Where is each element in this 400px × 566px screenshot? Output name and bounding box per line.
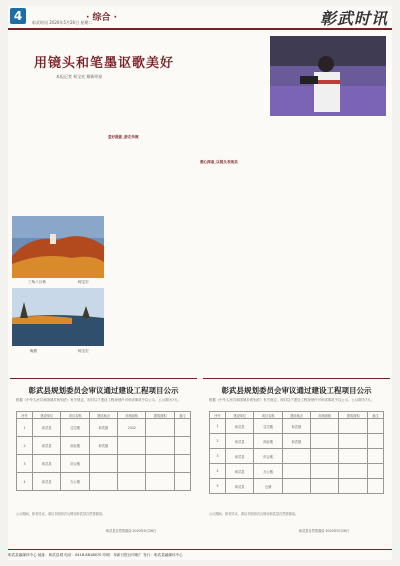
table-cell: 彰武县	[226, 464, 254, 479]
table-cell	[146, 437, 174, 455]
column-header: 建设单位	[33, 412, 61, 419]
photo-lake-sunset	[12, 288, 104, 346]
table-cell: 彰武县	[33, 473, 61, 491]
table-cell: 3	[210, 449, 226, 464]
table-cell	[367, 419, 383, 434]
table-cell: 综合楼	[254, 449, 282, 464]
table-cell	[89, 473, 117, 491]
table-cell: 1	[210, 419, 226, 434]
table-row	[210, 449, 384, 464]
column-header: 建设地点	[282, 412, 310, 419]
notice-title-2: 彰武县规划委员会审议通过建设工程项目公示	[221, 386, 372, 395]
table-cell	[311, 479, 339, 494]
photo-caption-1: 三角八月秋	[28, 280, 46, 284]
table-cell: 办公楼	[61, 473, 89, 491]
table-cell	[174, 455, 190, 473]
table-row	[210, 464, 384, 479]
table-cell: 彰武县	[33, 419, 61, 437]
notice-intro-2: 根据《中华人民共和国城乡规划法》有关规定，现对以下建设工程规划许可申请事项予以公示，公示期为7天。	[209, 398, 374, 402]
table-cell: 仓储	[254, 479, 282, 494]
table-cell: 彰武县	[226, 434, 254, 449]
table-cell	[311, 464, 339, 479]
column-header: 项目名称	[254, 412, 282, 419]
table-cell: 4	[17, 473, 33, 491]
notice-notes-2: 公示期间，如有异议，请以书面形式反映至彰武县自然资源局。	[209, 512, 299, 516]
public-notice-2	[203, 378, 390, 561]
newspaper-page	[8, 6, 392, 560]
table-cell	[367, 479, 383, 494]
table-row	[210, 419, 384, 434]
column-header: 序号	[17, 412, 33, 419]
column-header: 序号	[210, 412, 226, 419]
table-cell: 彰武镇	[89, 437, 117, 455]
public-notice-1	[10, 378, 197, 561]
photo-photographer-portrait	[270, 36, 386, 116]
page-number: 4	[10, 8, 26, 24]
notice-intro-1: 根据《中华人民共和国城乡规划法》有关规定，现对以下建设工程规划许可申请事项予以公示，公示期为7天。	[16, 398, 181, 402]
table-cell	[146, 455, 174, 473]
table-header-row	[210, 412, 384, 419]
table-cell	[339, 449, 367, 464]
article-column-4	[270, 122, 386, 368]
table-cell: 2342	[118, 419, 146, 437]
table-cell: 彰武镇	[282, 419, 310, 434]
table-cell	[339, 419, 367, 434]
table-cell	[339, 464, 367, 479]
column-header: 建设地点	[89, 412, 117, 419]
table-row	[17, 419, 191, 437]
table-row	[17, 437, 191, 455]
table-cell: 商业楼	[61, 437, 89, 455]
table-cell	[146, 473, 174, 491]
section-label: · 综合 ·	[86, 13, 118, 23]
column-header: 用地面积	[118, 412, 146, 419]
table-cell: 综合楼	[61, 455, 89, 473]
table-cell	[174, 437, 190, 455]
table-cell: 4	[210, 464, 226, 479]
table-cell: 3	[17, 455, 33, 473]
page-header	[8, 6, 392, 30]
notice-table-1	[16, 411, 191, 491]
table-cell	[118, 437, 146, 455]
issue-meta: 彰武时讯 2020年5月26日 星期二	[32, 20, 93, 25]
notice-title-1: 彰武县规划委员会审议通过建设工程项目公示	[28, 386, 179, 395]
table-cell: 彰武县	[33, 437, 61, 455]
table-cell: 彰武镇	[89, 419, 117, 437]
column-header: 建筑面积	[339, 412, 367, 419]
table-cell: 彰武县	[226, 449, 254, 464]
table-cell	[174, 419, 190, 437]
article-byline: 本报记者 柯宝宏 耀新明星	[56, 74, 103, 79]
column-header: 建筑面积	[146, 412, 174, 419]
table-row	[210, 479, 384, 494]
masthead-logo: 彰武时讯	[319, 9, 388, 28]
table-cell	[311, 449, 339, 464]
table-cell: 彰武县	[226, 419, 254, 434]
notice-sign-2: 彰武县自然资源局 2020年5月26日	[299, 529, 350, 533]
table-cell	[118, 455, 146, 473]
table-cell: 2	[17, 437, 33, 455]
table-row	[17, 455, 191, 473]
photo-caption-2: 晚照	[30, 349, 38, 353]
article-column-1	[12, 86, 104, 204]
article-column-2	[108, 36, 196, 366]
table-cell: 办公楼	[254, 464, 282, 479]
table-cell	[146, 419, 174, 437]
table-cell	[311, 434, 339, 449]
table-cell: 1	[17, 419, 33, 437]
article-column-3	[200, 36, 264, 366]
column-header: 建设单位	[226, 412, 254, 419]
column-header: 备注	[174, 412, 190, 419]
table-cell	[282, 449, 310, 464]
notice-table-2	[209, 411, 384, 494]
notice-notes-1: 公示期间，如有异议，请以书面形式反映至彰武县自然资源局。	[16, 512, 106, 516]
table-cell: 住宅楼	[254, 419, 282, 434]
table-header-row	[17, 412, 191, 419]
notice-sign-1: 彰武县自然资源局 2020年5月26日	[106, 529, 157, 533]
table-cell: 彰武镇	[282, 434, 310, 449]
table-cell	[311, 419, 339, 434]
photo-autumn-hill	[12, 216, 104, 278]
table-cell	[339, 434, 367, 449]
article-subhead-1: 爱好摄影_游走传媒	[108, 135, 139, 140]
table-cell	[367, 434, 383, 449]
table-cell	[118, 473, 146, 491]
table-cell: 彰武县	[226, 479, 254, 494]
page-footer: 彰武县融媒体中心 地址：彰武县城 电话：0418-8818870 印刷：阜新日报社印刷厂 发行：彰武县融媒体中心	[8, 549, 392, 560]
table-cell	[89, 455, 117, 473]
table-cell	[282, 464, 310, 479]
table-cell: 彰武县	[33, 455, 61, 473]
table-cell: 商业楼	[254, 434, 282, 449]
table-cell: 住宅楼	[61, 419, 89, 437]
table-cell	[174, 473, 190, 491]
column-header: 项目名称	[61, 412, 89, 419]
article-subhead-2: 潜心探索_以镜头表现美	[200, 160, 238, 165]
table-cell	[367, 464, 383, 479]
column-header: 备注	[367, 412, 383, 419]
table-cell: 2	[210, 434, 226, 449]
photo-credit-1: 柯宝宏	[78, 280, 89, 284]
table-row	[17, 473, 191, 491]
table-cell	[367, 449, 383, 464]
table-cell: 5	[210, 479, 226, 494]
table-cell	[282, 479, 310, 494]
column-header: 用地面积	[311, 412, 339, 419]
photo-credit-2: 柯宝宏	[78, 349, 89, 353]
table-row	[210, 434, 384, 449]
article-title: 用镜头和笔墨讴歌美好	[34, 56, 175, 71]
table-cell	[339, 479, 367, 494]
